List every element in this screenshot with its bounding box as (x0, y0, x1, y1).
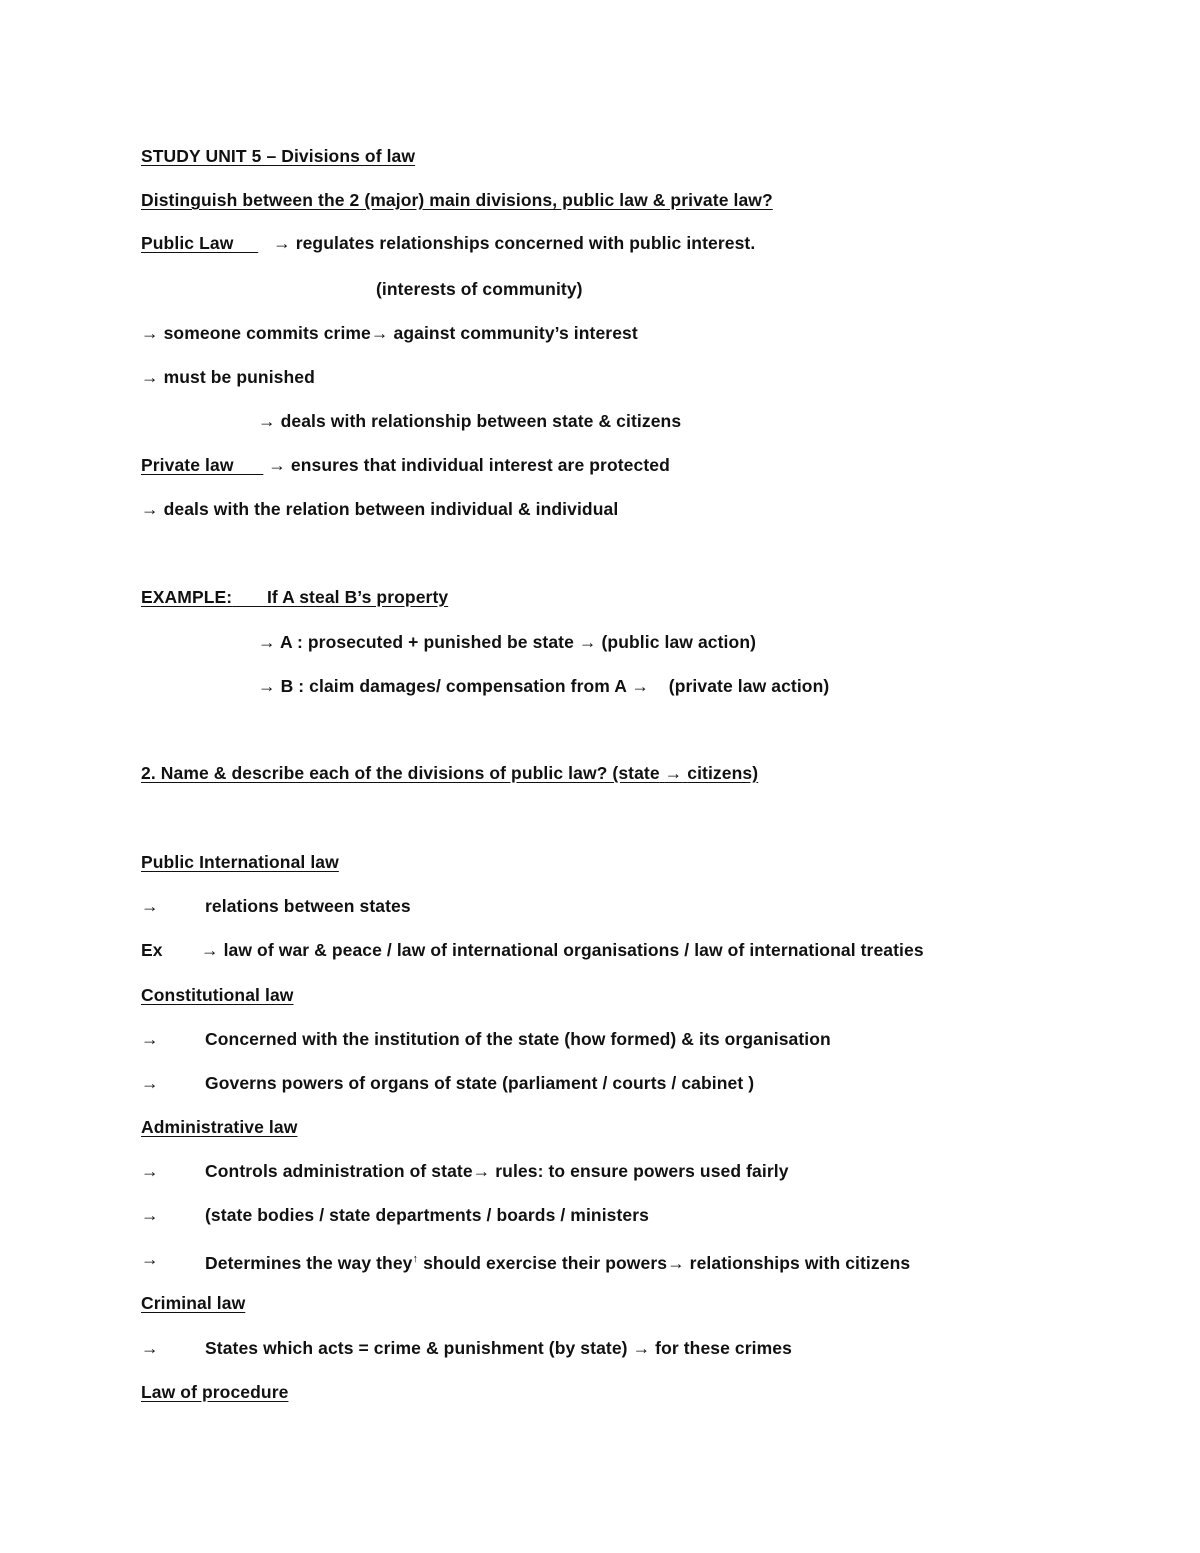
administrative-text-1b: rules: to ensure powers used fairly (495, 1161, 789, 1181)
arrow-icon: → (141, 1205, 159, 1225)
example-heading (141, 585, 448, 609)
arrow-icon: → (258, 632, 276, 652)
public-law-state-text: deals with relationship between state & citizens (280, 411, 682, 431)
constitutional-text-2: Governs powers of organs of state (parliament / courts / cabinet ) (205, 1073, 755, 1093)
administrative-heading: Administrative law (141, 1117, 298, 1137)
administrative-text-1a: Controls administration of state (205, 1161, 473, 1181)
private-law-definition (141, 453, 670, 477)
page-title: STUDY UNIT 5 – Divisions of law (141, 146, 416, 166)
underline-spacer (234, 455, 264, 475)
private-law-text: ensures that individual interest are protected (290, 455, 670, 475)
public-law-paren: (interests of community) (376, 279, 583, 299)
example-a-text: A : prosecuted + punished be state (279, 632, 574, 652)
arrow-icon: → (141, 1249, 159, 1269)
administrative-bullet-3 (141, 1247, 159, 1271)
administrative-text-3b: should exercise their powers (423, 1252, 668, 1273)
question-2-end: citizens) (687, 763, 759, 783)
pil-bullet (141, 894, 159, 918)
example-case: If A steal B’s property (266, 587, 449, 607)
criminal-heading: Criminal law (141, 1293, 246, 1313)
public-law-punished-text: must be punished (163, 367, 315, 387)
question-2-text: 2. Name & describe each of the divisions of public law? (state (141, 763, 660, 783)
arrow-icon: → (141, 1338, 159, 1358)
administrative-text-3 (205, 1247, 910, 1275)
constitutional-text-1: Concerned with the institution of the state (how formed) & its organisation (205, 1029, 831, 1049)
up-arrow-icon: ↑ (412, 1253, 419, 1265)
public-law-label: Public Law (141, 233, 234, 253)
arrow-icon: → (631, 676, 649, 696)
administrative-bullet-1 (141, 1159, 159, 1183)
example-a-action: (public law action) (601, 632, 757, 652)
arrow-icon: → (141, 896, 159, 916)
criminal-text-b: for these crimes (655, 1338, 792, 1358)
pil-example-text (201, 938, 924, 962)
arrow-icon: → (268, 455, 286, 475)
public-law-point-state (258, 409, 681, 433)
public-law-definition (141, 231, 755, 255)
pil-heading: Public International law (141, 852, 339, 872)
arrow-icon: → (370, 323, 389, 343)
arrow-icon: → (141, 1029, 159, 1049)
public-law-point-crime (141, 321, 638, 345)
example-b-text: B : claim damages/ compensation from A (280, 676, 627, 696)
arrow-icon: → (141, 1073, 159, 1093)
arrow-icon: → (472, 1161, 491, 1181)
administrative-text-2: (state bodies / state departments / boards / ministers (205, 1205, 649, 1225)
arrow-icon: → (667, 1252, 685, 1273)
question-1: Distinguish between the 2 (major) main divisions, public law & private law? (141, 190, 773, 210)
constitutional-bullet-1 (141, 1027, 159, 1051)
pil-example (141, 938, 163, 962)
constitutional-heading: Constitutional law (141, 985, 294, 1005)
arrow-icon: → (632, 1338, 651, 1358)
pil-example-content: law of war & peace / law of international organisations / law of international treaties (223, 940, 924, 960)
administrative-text-3a: Determines the way they (205, 1252, 413, 1273)
public-law-point-punished (141, 365, 315, 389)
example-a (258, 630, 756, 654)
example-b (258, 674, 829, 698)
constitutional-bullet-2 (141, 1071, 159, 1095)
public-law-crime-text: someone commits crime (163, 323, 371, 343)
underline-spacer (233, 233, 258, 253)
arrow-icon: → (664, 763, 683, 783)
procedure-heading: Law of procedure (141, 1382, 289, 1402)
private-law-relation-text: deals with the relation between individual & individual (163, 499, 619, 519)
private-law-label: Private law (141, 455, 234, 475)
arrow-icon: → (258, 676, 276, 696)
example-label: EXAMPLE: (141, 587, 233, 607)
pil-example-label: Ex (141, 940, 163, 960)
criminal-bullet (141, 1336, 159, 1360)
question-2 (141, 761, 758, 785)
arrow-icon: → (141, 367, 159, 387)
private-law-point (141, 497, 618, 521)
criminal-text (205, 1336, 792, 1360)
criminal-text-a: States which acts = crime & punishment (by state) (205, 1338, 628, 1358)
arrow-icon: → (578, 632, 597, 652)
arrow-icon: → (258, 411, 276, 431)
arrow-icon: → (201, 940, 219, 960)
arrow-icon: → (141, 323, 159, 343)
example-b-action: (private law action) (668, 676, 830, 696)
arrow-icon: → (273, 233, 291, 253)
arrow-icon: → (141, 499, 159, 519)
administrative-text-3c: relationships with citizens (689, 1252, 911, 1273)
administrative-text-1 (205, 1159, 789, 1183)
arrow-icon: → (141, 1161, 159, 1181)
public-law-community-text: against community’s interest (393, 323, 638, 343)
public-law-text: regulates relationships concerned with public interest. (295, 233, 756, 253)
pil-bullet-text: relations between states (205, 896, 411, 916)
administrative-bullet-2 (141, 1203, 159, 1227)
